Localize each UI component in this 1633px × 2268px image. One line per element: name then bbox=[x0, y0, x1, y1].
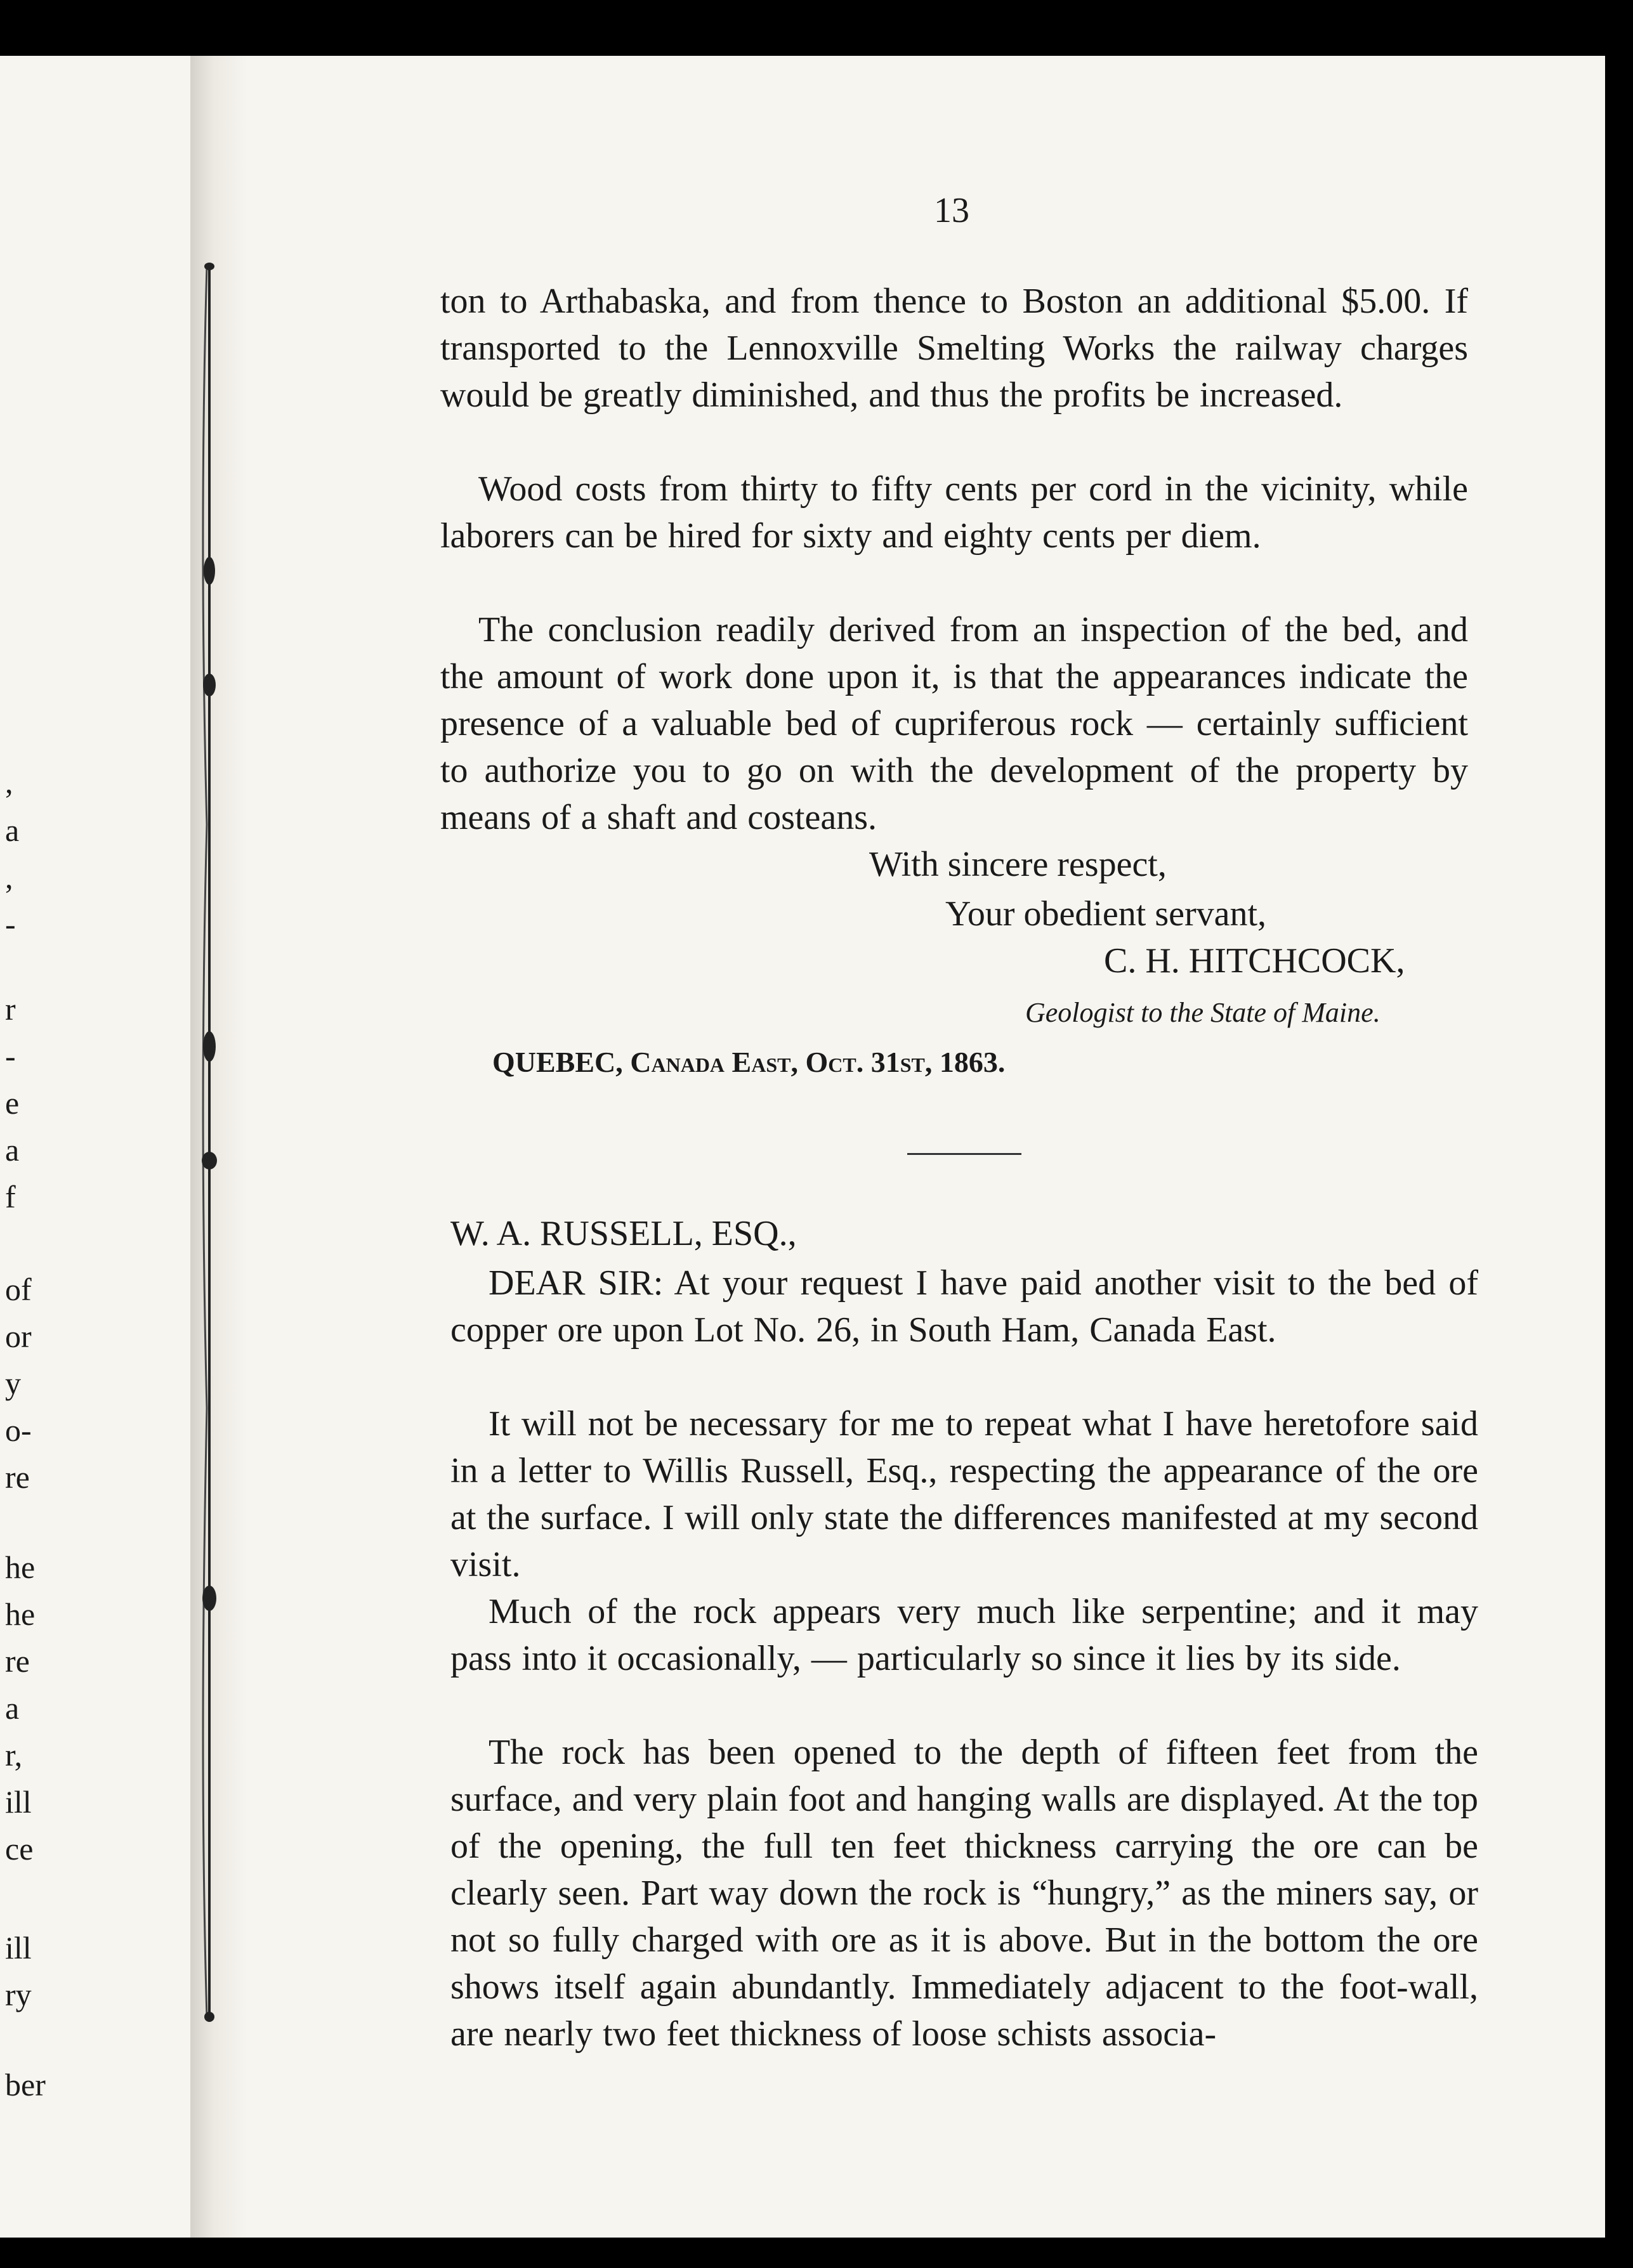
prev-fragment: re bbox=[5, 1459, 30, 1495]
prev-fragment: ill bbox=[5, 1930, 32, 1965]
prev-fragment: ry bbox=[5, 1977, 32, 2012]
prev-fragment: , bbox=[5, 859, 13, 895]
prev-fragment: re bbox=[5, 1643, 30, 1679]
paragraph: Much of the rock appears very much like serpentine; and it may pass into it occasionally, — particularly so since it lies by its side. bbox=[450, 1592, 1478, 1678]
prev-fragment: - bbox=[5, 1038, 16, 1074]
prev-fragment: he bbox=[5, 1596, 36, 1632]
signature: C. H. HITCHCOCK, bbox=[1104, 941, 1405, 981]
closing-respect: With sincere respect, bbox=[869, 845, 1167, 884]
prev-fragment: of bbox=[5, 1272, 32, 1307]
prev-fragment: y bbox=[5, 1365, 21, 1401]
prev-fragment: f bbox=[5, 1179, 16, 1215]
paragraph: The rock has been opened to the depth of fifteen feet from the surface, and very plain foot and hanging walls are displayed. At the top of the opening, the full ten feet thickness carrying the ore can be clearly seen. Part way down the rock is “hungry,” as the miners say, or not so fully charged with ore as it is above. But in the bottom the ore shows itself again abundantly. Immediately adjacent to the foot-wall, are nearly two feet thickness of loose schists associa- bbox=[450, 1733, 1478, 2054]
prev-fragment: a bbox=[5, 1132, 20, 1168]
paragraph: It will not be necessary for me to repeat what I have heretofore said in a letter to Willis Russell, Esq., respecting the appearance of the ore at the surface. I will only state the differences manifested at my second visit. bbox=[450, 1404, 1478, 1584]
previous-page-edge bbox=[0, 56, 44, 2238]
signatory-title: Geologist to the State of Maine. bbox=[1025, 997, 1381, 1028]
paragraph: DEAR SIR: At your request I have paid another visit to the bed of copper ore upon Lot No. 26, in South Ham, Canada East. bbox=[450, 1263, 1478, 1350]
prev-fragment: he bbox=[5, 1549, 36, 1585]
prev-fragment: r, bbox=[5, 1737, 23, 1773]
prev-fragment: ber bbox=[5, 2067, 46, 2102]
page-number: 13 bbox=[934, 191, 969, 230]
prev-fragment: o- bbox=[5, 1412, 32, 1448]
prev-fragment: or bbox=[5, 1319, 32, 1354]
prev-fragment: ce bbox=[5, 1831, 34, 1867]
salutation-addressee: W. A. RUSSELL, ESQ., bbox=[450, 1214, 797, 1253]
prev-fragment: ill bbox=[5, 1784, 32, 1820]
prev-fragment: a bbox=[5, 1690, 20, 1726]
prev-fragment: - bbox=[5, 906, 16, 942]
paragraph: The conclusion readily derived from an inspection of the bed, and the amount of work done upon it, is that the appearances indicate the presence of a valuable bed of cupriferous rock — certainly sufficient to authorize you to go on with the development of the property by means of a shaft and costeans. bbox=[440, 610, 1468, 837]
prev-fragment: r bbox=[5, 991, 16, 1027]
prev-fragment: , bbox=[5, 764, 13, 800]
paragraph: ton to Arthabaska, and from thence to Boston an additional $5.00. If transported to the Lennoxville Smelting Works the railway charges would be greatly diminished, and thus the profits be increased. bbox=[440, 282, 1468, 415]
binding-thread bbox=[190, 254, 228, 2030]
section-divider bbox=[907, 1153, 1021, 1155]
prev-fragment: a bbox=[5, 812, 20, 848]
paragraph: Wood costs from thirty to fifty cents per cord in the vicinity, while laborers can be hired for sixty and eighty cents per diem. bbox=[440, 469, 1468, 556]
prev-fragment: e bbox=[5, 1085, 20, 1121]
place-date: QUEBEC, Canada East, Oct. 31st, 1863. bbox=[492, 1046, 1006, 1078]
closing-servant: Your obedient servant, bbox=[945, 894, 1267, 934]
